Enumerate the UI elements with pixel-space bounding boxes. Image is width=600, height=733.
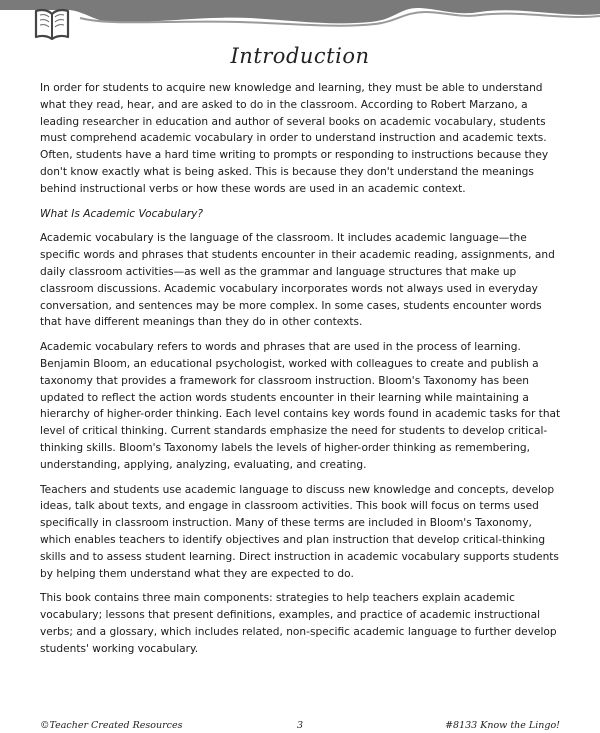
section-subheading: What Is Academic Vocabulary?: [40, 207, 204, 220]
book-components-paragraph: This book contains three main components: strategies to help teachers explain academic vocabulary; lessons that present definitions, examples, and practice of academic instructional verbs; and a glossary, which includes related, non-specific academic language to further develop students' working vocabulary.: [40, 592, 557, 655]
open-book-icon: [32, 3, 72, 43]
blooms-taxonomy-paragraph: Academic vocabulary refers to words and phrases that are used in the process of learning. Benjamin Bloom, an educational psychologist, worked with colleagues to create and publish a taxonomy that provides a framework for classroom instruction. Bloom's Taxonomy has been updated to reflect the action words students encounter in their learning while maintaining a hierarchy of higher-order thinking. Each level contains key words found in academic tasks for that level of critical thinking. Current standards emphasize the need for students to develop critical-thinking skills. Bloom's Taxonomy labels the levels of higher-order thinking as remembering, understanding, applying, analyzing, evaluating, and creating.: [40, 341, 561, 471]
definition-paragraph: Academic vocabulary is the language of the classroom. It includes academic language—the specific words and phrases that students encounter in their academic reading, assignments, and daily classroom activities—as well as the grammar and language structures that make up classroom discussions. Academic vocabulary incorporates words not always used in everyday conversation, and sentences may be more complex. In some cases, students encounter words that have different meanings than they do in other contexts.: [40, 232, 555, 329]
copyright-text: ©Teacher Created Resources: [40, 720, 183, 731]
product-id: #8133 Know the Lingo!: [445, 720, 560, 731]
page-number: 3: [296, 720, 304, 731]
page-title: Introduction: [230, 44, 370, 68]
academic-language-paragraph: Teachers and students use academic language to discuss new knowledge and concepts, develop ideas, talk about texts, and engage in classroom activities. This book will focus on terms used specifically in classroom instruction. Many of these terms are included in Bloom's Taxonomy, which enables teachers to identify objectives and plan instruction that develop critical-thinking skills and to assess student learning. Direct instruction in academic vocabulary supports students by helping them understand what they are expected to do.: [40, 483, 559, 580]
intro-paragraph: In order for students to acquire new knowledge and learning, they must be able to understand what they read, hear, and are asked to do in the classroom. According to Robert Marzano, a leading researcher in education and author of several books on academic vocabulary, students must comprehend academic vocabulary in order to understand instruction and academic texts. Often, students have a hard time writing to prompts or responding to instructions because they don't know exactly what is being asked. This is because they don't understand the meanings behind instructional verbs or how these words are used in an academic context.: [40, 82, 549, 195]
body-text: [40, 80, 564, 666]
decorative-swoosh-banner: [0, 0, 600, 50]
